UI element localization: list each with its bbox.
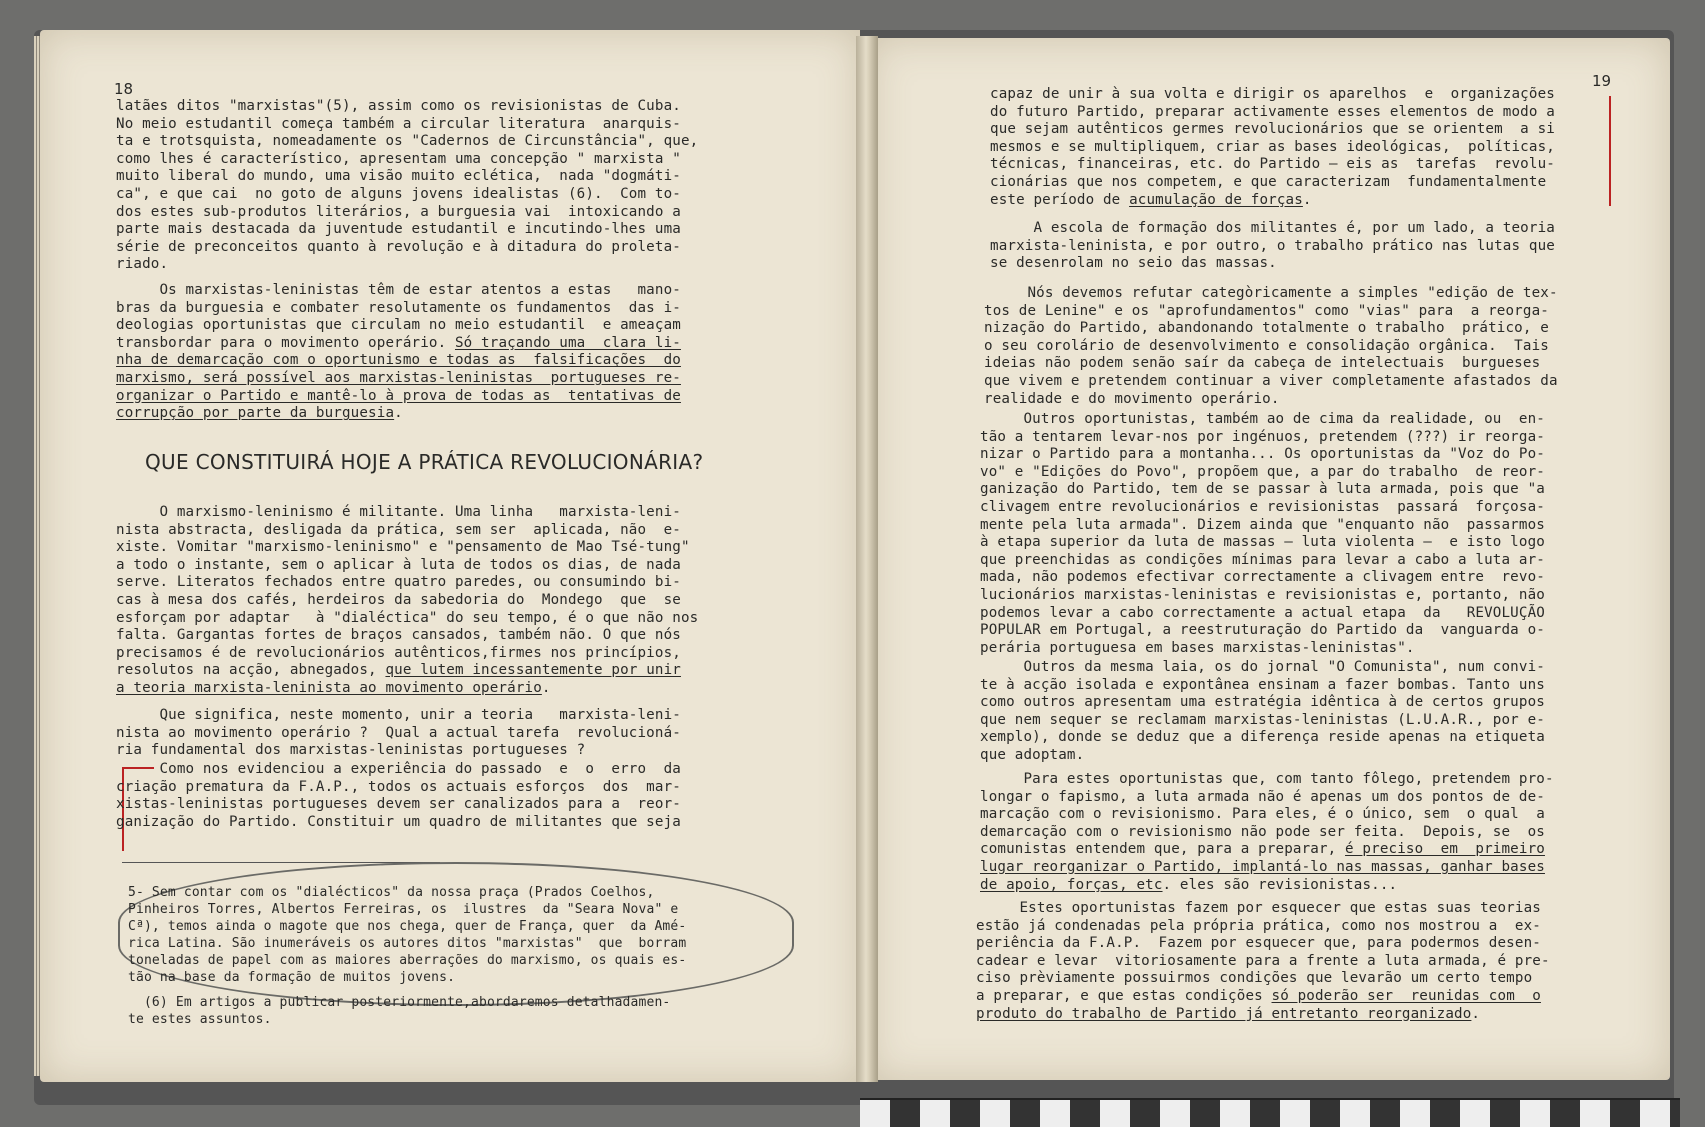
left-paragraph-2-end: . [394, 405, 403, 422]
red-margin-mark-right [1609, 96, 1611, 206]
right-paragraph-1-underlined: acumulação de forças [1129, 191, 1303, 208]
right-paragraph-7 [976, 900, 1550, 1023]
right-paragraph-2: A escola de formação dos militantes é, por um lado, a teoria marxista-leninista, e por outro, o trabalho prático nas lutas que se desenrolam no seio das massas. [990, 220, 1555, 272]
left-paragraph-2-underlined: Só traçando uma clara li- nha de demarcação com o oportunismo e todas as falsificações do marxismo, será possível aos marxistas-leninistas portugueses re- organizar o Partido e mantê-lo à prova de todas as tentativas de corrupção por parte da burguesia [116, 334, 681, 422]
left-paragraph-3-underlined: que lutem incessantemente por unir a teoria marxista-leninista ao movimento operário [116, 662, 681, 696]
footnote-5: 5- Sem contar com os "dialécticos" da nossa praça (Prados Coelhos, Pinheiros Torres, Albertos Ferreiras, os ilustres da "Seara Nova" e Cª), temos ainda o magote que nos chega, quer de França, quer da Amé- rica Latina. São inumeráveis os autores ditos "marxistas" que borram toneladas de papel com as maiores aberrações do marxismo, os quais es- tão na base da formação de muitos jovens. [128, 885, 687, 985]
right-paragraph-7-underlined: só poderão ser reunidas com o produto do trabalho de Partido já entretanto reorganizado [976, 987, 1541, 1022]
left-paragraph-3-end: . [541, 679, 551, 696]
left-paragraph-3 [116, 504, 698, 698]
right-paragraph-6-underlined: é preciso em primeiro lugar reorganizar o Partido, implantá-lo nas massas, ganhar bases de apoio, forças, etc [980, 841, 1545, 893]
left-paragraph-2-text: Os marxistas-leninistas têm de estar atentos a estas mano- bras da burguesia e combater resolutamente os fundamentos das i- deologias oportunistas que circulam no meio estudantil e ameaçam transbordar para o movimento operário. [116, 282, 681, 351]
left-paragraph-1: latães ditos "marxistas"(5), assim como os revisionistas de Cuba. No meio estudantil começa também a circular literatura anarquis- ta e trotsquista, nomeadamente os "Cadernos de Circunstância", que, como lhes é característico, apresentam uma concepção " marxista " muito liberal do mundo, uma visão muito eclética, nada "dogmáti- ca", e que cai no goto de alguns jovens idealistas (6). Com to- dos estes sub-produtos literários, a burguesia vai intoxicando a parte mais destacada da juventude estudantil e incutindo-lhes uma série de preconceitos quanto à revolução e à ditadura do proleta- riado. [116, 98, 699, 273]
left-paragraph-3-text: O marxismo-leninismo é militante. Uma linha marxista-leni- nista abstracta, desligada da prática, sem ser aplicada, não e- xiste. Vomitar "marxismo-leninismo" e "pensamento de Mao Tsé-tung" a todo o instante, sem o aplicar à luta de todos os dias, de nada serve. Literatos fechados entre quatro paredes, ou consumindo bi- cas à mesa dos cafés, herdeiros da sabedoria do Mondego que se esforçam por adaptar à "dialéctica" do seu tempo, é o que não nos falta. Gargantas fortes de braços cansados, também não. O que nós precisamos é de revolucionários autênticos,firmes nos princípios, resolutos na acção, abnegados, [116, 504, 699, 679]
left-paragraph-4: Que significa, neste momento, unir a teoria marxista-leni- nista ao movimento operário ? Qual a actual tarefa revolucioná- ria fundamental dos marxistas-leninistas portugueses ? [116, 707, 681, 759]
left-paragraph-5: Como nos evidenciou a experiência do passado e o erro da criação prematura da F.A.P., todos os actuais esforços dos mar- xistas-leninistas portugueses devem ser canalizados para a reor- ganização do Partido. Constituir um quadro de militantes que seja [116, 761, 681, 830]
right-paragraph-1-end: . [1302, 191, 1312, 208]
book-gutter [856, 36, 878, 1082]
left-paragraph-2 [116, 282, 681, 423]
right-paragraph-5: Outros da mesma laia, os do jornal "O Comunista", num convi- te à acção isolada e expontânea ensinam a fazer bombas. Tanto uns como outros apresentam uma estratégia idêntica à de certos grupos que nem sequer se reclamam marxistas-leninistas (L.U.A.R., por e- xemplo), donde se deduz que a diferença reside apenas na etiqueta que adoptam. [980, 659, 1545, 763]
right-paragraph-3: Nós devemos refutar categòricamente a simples "edição de tex- tos de Lenine" e os "aprofundamentos" como "vias" para a reorga- nização do Partido, abandonando totalmente o trabalho prático, e o seu corolário de desenvolvimento e consolidação orgânica. Tais ideias não podem senão saír da cabeça de intelectuais burgueses que vivem e pretendem continuar a viver completamente afastados da realidade e do movimento operário. [984, 285, 1558, 407]
section-heading: QUE CONSTITUIRÁ HOJE A PRÁTICA REVOLUCIONÁRIA? [145, 450, 704, 474]
right-paragraph-4: Outros oportunistas, também ao de cima da realidade, ou en- tão a tentarem levar-nos por ingénuos, pretendem (???) ir reorga- nizar o Partido para a montanha... Os oportunistas da "Voz do Po- vo" e "Edições do Povo", propõem que, a par do trabalho de reor- ganização do Partido, tem de se passar à luta armada, pois que "a clivagem entre revolucionários e revisionistas passará forçosa- mente pela luta armada". Dizem ainda que "enquanto não passarmos à etapa superior da luta de massas — luta violenta — e isto logo que preenchidas as condições mínimas para levar a cabo a luta ar- mada, não podemos efectivar correctamente a clivagem entre revo- lucionários marxistas-leninistas e revisionistas e, portanto, não podemos levar a cabo correctamente a actual etapa da REVOLUÇÃO POPULAR em Portugal, a reestruturação do Partido da vanguarda o- perária portuguesa em bases marxistas-leninistas". [980, 411, 1545, 656]
page-number-right: 19 [1592, 72, 1612, 90]
right-paragraph-6-end: . eles são revisionistas... [1162, 876, 1398, 893]
right-paragraph-7-end: . [1471, 1005, 1481, 1022]
scale-ruler [860, 1098, 1680, 1127]
right-paragraph-1-text: capaz de unir à sua volta e dirigir os aparelhos e organizações do futuro Partido, preparar activamente esses elementos de modo a que sejam autênticos germes revolucionários que se orientem a si mesmos e se multipliquem, criar as bases ideológicas, políticas, técnicas, financeiras, etc. do Partido — eis as tarefas revolu- cionárias que nos competem, e que caracterizam fundamentalmente este período de [990, 86, 1555, 208]
right-paragraph-6-text: Para estes oportunistas que, com tanto fôlego, pretendem pro- longar o fapismo, a luta armada não é apenas um dos pontos de de- marcação com o revisionismo. Para eles, é o único, sem o qual a demarcação com o revisionismo não pode ser feita. Depois, se os comunistas entendem que, para a preparar, [980, 771, 1554, 858]
page-number-left: 18 [114, 80, 134, 98]
right-paragraph-6 [980, 771, 1554, 894]
right-paragraph-1 [990, 86, 1555, 209]
right-paragraph-7-text: Estes oportunistas fazem por esquecer que estas suas teorias estão já condenadas pela própria prática, como nos mostrou a ex- periência da F.A.P. Fazem por esquecer que, para podermos desen- cadear e levar vitoriosamente para a frente a luta armada, é pre- ciso prèviamente possuirmos condições que levarão um certo tempo a preparar, e que estas condições [976, 900, 1550, 1004]
footnote-6: (6) Em artigos a publicar posteriormente,abordaremos detalhadamen- te estes assuntos. [128, 995, 671, 1027]
